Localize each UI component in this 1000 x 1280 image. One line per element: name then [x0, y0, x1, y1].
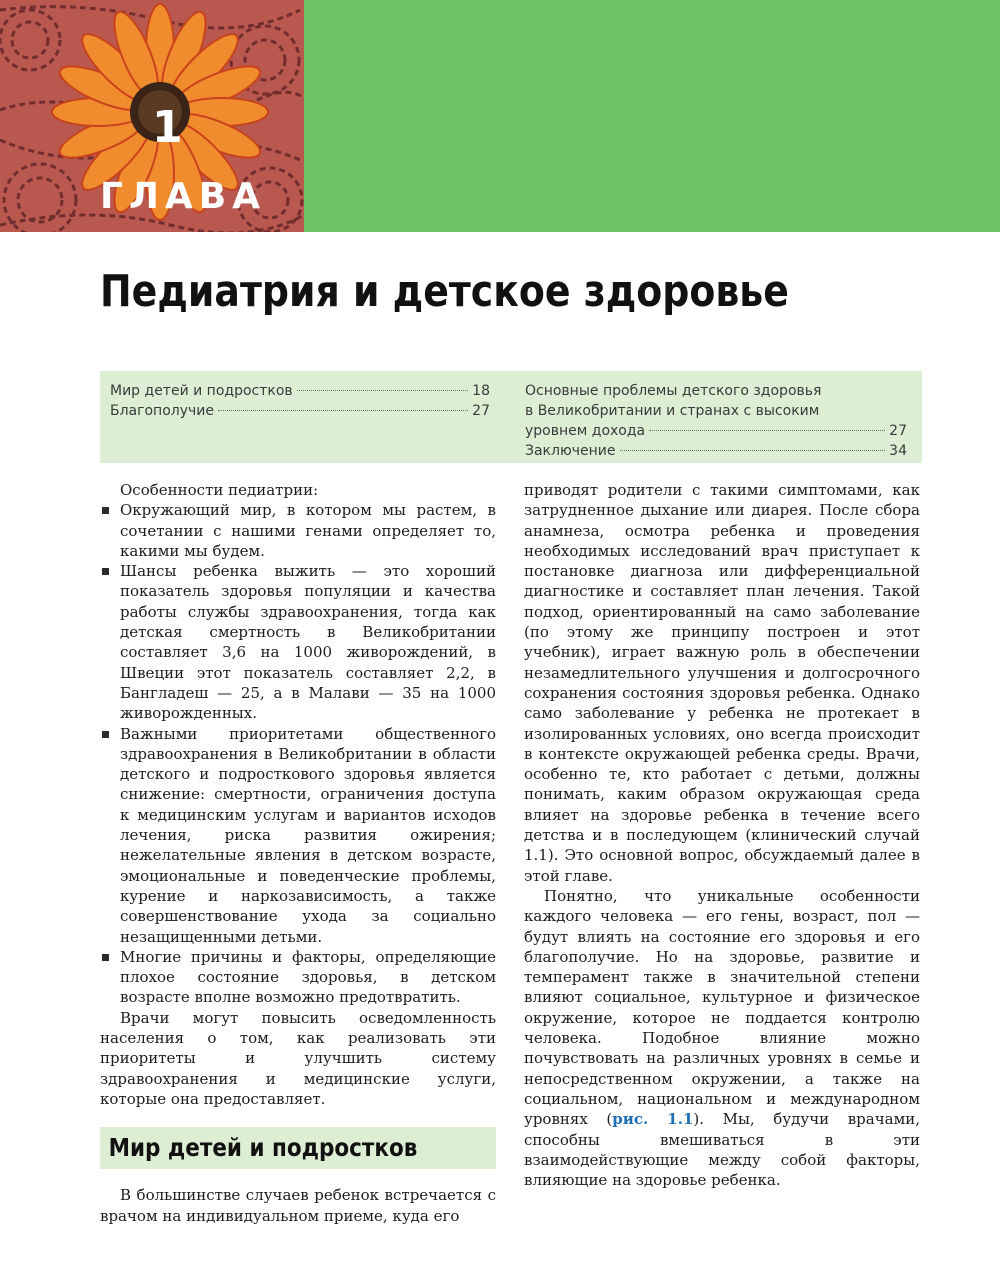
contents-item-label: Благополучие: [110, 403, 214, 419]
contents-item-page: 27: [472, 403, 490, 419]
contents-item[interactable]: [525, 441, 907, 461]
contents-item-page: 27: [889, 423, 907, 439]
section-heading-bar: [100, 1127, 496, 1169]
body-paragraph: В большинстве случаев ребенок встречается с врачом на индивидуальном приеме, куда его: [100, 1186, 496, 1225]
contents-item[interactable]: [110, 401, 490, 421]
dot-leader: [649, 430, 885, 431]
contents-item-label: Заключение: [525, 443, 616, 459]
contents-item-label: уровнем дохода: [525, 423, 646, 439]
chapter-contents: [100, 371, 922, 463]
chapter-number: 1: [152, 102, 183, 153]
dot-leader: [297, 390, 469, 391]
body-paragraph: Врачи могут повысить осведомленность населения о том, как реализовать эти приоритеты и улучшить систему здравоохранения и медицинские услуги, которые она предоставляет.: [100, 1008, 496, 1108]
dot-leader: [620, 450, 886, 451]
contents-item-page: 18: [472, 383, 490, 399]
list-item: Окружающий мир, в котором мы растем, в сочетании с нашими генами определяет то, какими мы будем.: [100, 500, 496, 561]
sunflower-artwork: [0, 0, 304, 232]
contents-item[interactable]: [525, 421, 907, 441]
list-item: Многие причины и факторы, определяющие плохое состояние здоровья, в детском возрасте вполне возможно предотвратить.: [100, 947, 496, 1008]
intro-text: Особенности педиатрии:: [120, 481, 319, 499]
left-text-column: [100, 480, 496, 1226]
dot-leader: [218, 410, 468, 411]
chapter-label: ГЛАВА: [100, 176, 267, 217]
features-list: [100, 500, 496, 1007]
contents-item-label-line: в Великобритании и странах с высоким: [525, 403, 820, 419]
contents-item[interactable]: [110, 381, 490, 401]
contents-item-page: 34: [889, 443, 907, 459]
paragraph-text: ). Мы, будучи врачами, способны вмешиваться в эти взаимодействующие между собой факторы, влияющие на здоровье ребенка.: [524, 1110, 920, 1190]
figure-reference-link[interactable]: рис. 1.1: [612, 1110, 694, 1129]
right-text-column: [524, 480, 920, 1190]
chapter-title: Педиатрия и детское здоровье: [100, 266, 789, 317]
list-item: Шансы ребенка выжить — это хороший показатель здоровья популяции и качества работы службы здравоохранения, тогда как детская смертность в Великобритании составляет 3,6 на 1000 живорождений, в Швеции этот показатель составляет 2,2, в Бангладеш — 25, а в Малави — 35 на 1000 живорожденных.: [100, 561, 496, 723]
body-paragraph: приводят родители с такими симптомами, как затрудненное дыхание или диарея. После сбора анамнеза, осмотра ребенка и проведения необходимых исследований врач приступает к постановке диагноза или дифференциальной диагностике и составляет план лечения. Такой подход, ориентированный на само заболевание (по этому же принципу построен и этот учебник), играет важную роль в обеспечении незамедлительного улучшения и долгосрочного сохранения состояния здоровья ребенка. Однако само заболевание у ребенка не протекает в изолированных условиях, оно всегда происходит в контексте окружающей ребенка среды. Врачи, особенно те, кто работает с детьми, должны понимать, каким образом окружающая среда влияет на здоровье ребенка в течение всего детства и в последующем (клинический случай 1.1). Это основной вопрос, обсуждаемый далее в этой главе.: [524, 481, 920, 885]
section-heading: Мир детей и подростков: [108, 1133, 418, 1163]
chapter-header: [0, 0, 1000, 232]
paragraph-text: Понятно, что уникальные особенности каждого человека — его гены, возраст, пол — будут влиять на состояние его здоровья и его благополучие. Но на здоровье, развитие и темперамент также в значительной степени влияют социальное, культурное и физическое окружение, которое не поддается контролю человека. Подобное влияние можно почувствовать на различных уровнях в семье и непосредственном окружении, а также на социальном, национальном и международном уровнях (: [524, 886, 920, 1129]
list-item: Важными приоритетами общественного здравоохранения в Великобритании в области детского и подросткового здоровья является снижение: смертности, ограничения доступа к медицинским услугам и вариантов исходов лечения, риска развития ожирения; нежелательные явления в детском возрасте, эмоциональные и поведенческие проблемы, курение и наркозависимость, а также совершенствование ухода за социально незащищенными детьми.: [100, 724, 496, 947]
body-paragraph: [524, 886, 920, 1190]
contents-column-left: [110, 381, 490, 421]
contents-item-label-line: Основные проблемы детского здоровья: [525, 383, 822, 399]
contents-column-right: [525, 381, 907, 461]
contents-item-label: Мир детей и подростков: [110, 383, 293, 399]
